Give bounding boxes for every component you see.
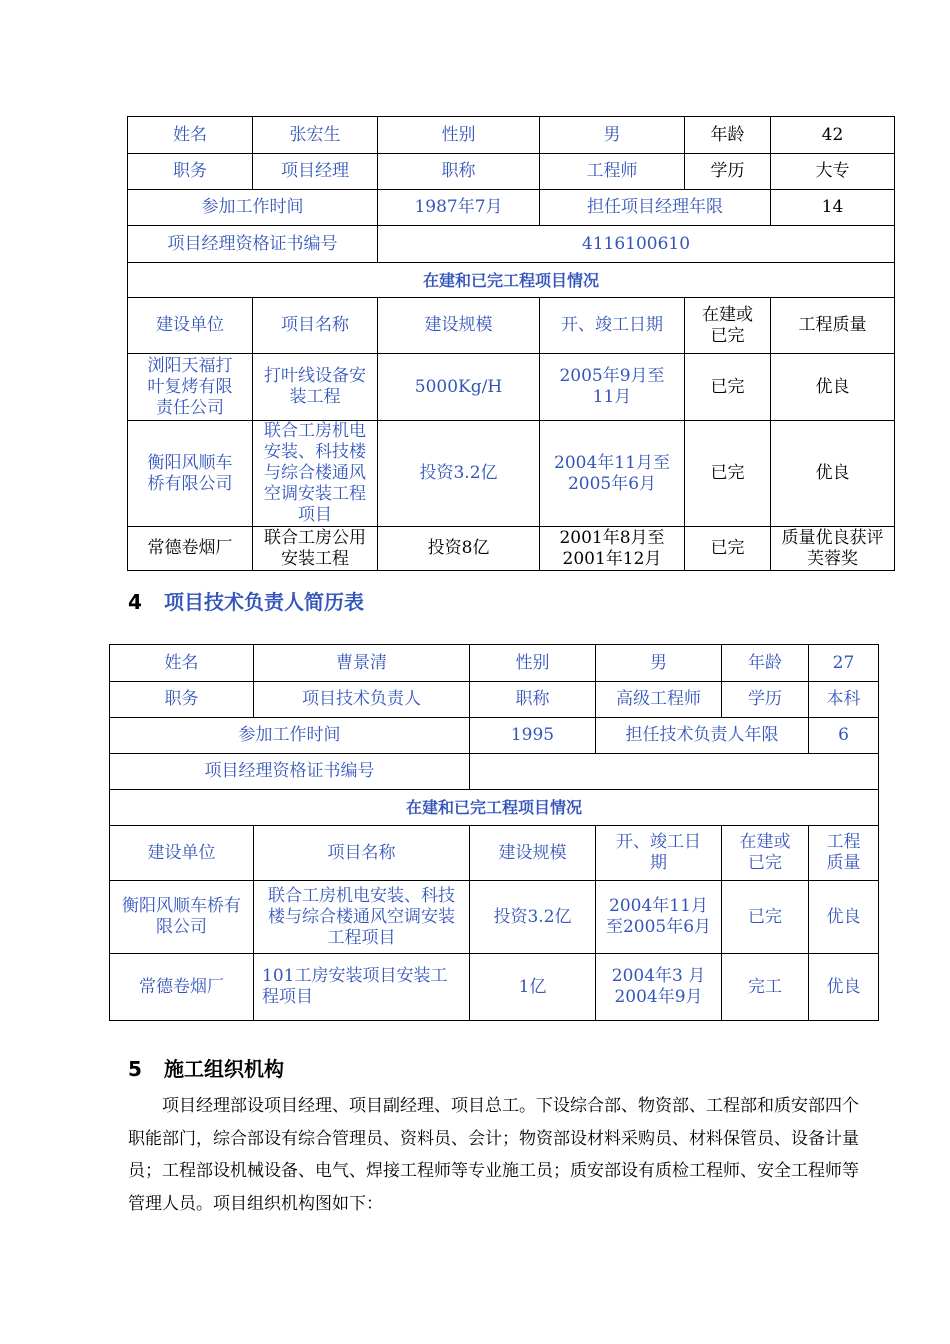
cert-value: 4116100610 [378, 226, 895, 263]
position-label: 职务 [110, 682, 254, 718]
table-cell-project: 联合工房机电安装、科技楼与综合楼通风空调安装工程项目 [253, 421, 378, 527]
cert-label: 项目经理资格证书编号 [110, 754, 470, 790]
column-header: 开、竣工日期 [540, 298, 685, 354]
name-label: 姓名 [128, 117, 253, 154]
table-cell-status: 已完 [685, 527, 771, 571]
table-cell-scale: 1亿 [470, 954, 596, 1021]
title-label: 职称 [378, 154, 540, 190]
table-cell-scale: 投资3.2亿 [470, 881, 596, 954]
table-cell-quality: 优良 [809, 881, 879, 954]
body-paragraph: 项目经理部设项目经理、项目副经理、项目总工。下设综合部、物资部、工程部和质安部四个职能部门，综合部设有综合管理员、资料员、会计；物资部设材料采购员、材料保管员、设备计量员；工程部设机械设备、电气、焊接工程师等专业施工员；质安部设有质检工程师、安全工程师等管理人员。项目组织机构图如下： [128, 1096, 859, 1214]
table-cell-dates: 2004年11月至2005年6月 [540, 421, 685, 527]
gender-label: 性别 [378, 117, 540, 154]
table-cell-scale: 投资3.2亿 [378, 421, 540, 527]
table-cell-unit: 常德卷烟厂 [110, 954, 254, 1021]
section-5-heading [128, 1053, 284, 1082]
column-header: 建设单位 [128, 298, 253, 354]
column-header: 工程质量 [809, 826, 879, 881]
column-header: 项目名称 [254, 826, 470, 881]
pm-years-label: 担任项目经理年限 [540, 190, 771, 226]
title-value: 高级工程师 [596, 682, 722, 718]
age-label: 年龄 [722, 645, 809, 682]
project-manager-table [127, 116, 895, 571]
table-cell-unit: 衡阳风顺车桥有限公司 [128, 421, 253, 527]
table-cell-unit: 浏阳天福打叶复烤有限责任公司 [128, 354, 253, 421]
table-cell-quality: 优良 [771, 421, 895, 527]
cert-value [470, 754, 879, 790]
section-number: 4 [128, 590, 142, 614]
table-cell-unit: 常德卷烟厂 [128, 527, 253, 571]
column-header: 建设规模 [470, 826, 596, 881]
table-cell-dates: 2005年9月至11月 [540, 354, 685, 421]
work-start-label: 参加工作时间 [110, 718, 470, 754]
table-cell-dates: 2004年11月至2005年6月 [596, 881, 722, 954]
table-cell-status: 已完 [722, 881, 809, 954]
age-value: 42 [771, 117, 895, 154]
section-number: 5 [128, 1057, 142, 1081]
table-cell-quality: 优良 [771, 354, 895, 421]
work-start-value: 1987年7月 [378, 190, 540, 226]
tech-years-label: 担任技术负责人年限 [596, 718, 809, 754]
pm-years-value: 14 [771, 190, 895, 226]
tech-years-value: 6 [809, 718, 879, 754]
name-value: 曹景清 [254, 645, 470, 682]
position-value: 项目经理 [253, 154, 378, 190]
table-cell-quality: 优良 [809, 954, 879, 1021]
table-cell-project: 打叶线设备安装工程 [253, 354, 378, 421]
edu-value: 本科 [809, 682, 879, 718]
position-label: 职务 [128, 154, 253, 190]
section-title: 在建和已完工程项目情况 [110, 790, 879, 826]
section-title: 在建和已完工程项目情况 [128, 263, 895, 298]
work-start-label: 参加工作时间 [128, 190, 378, 226]
table-cell-project: 联合工房公用安装工程 [253, 527, 378, 571]
edu-label: 学历 [722, 682, 809, 718]
section-title: 施工组织机构 [164, 1057, 284, 1081]
column-header: 建设规模 [378, 298, 540, 354]
name-value: 张宏生 [253, 117, 378, 154]
table-cell-status: 完工 [722, 954, 809, 1021]
name-label: 姓名 [110, 645, 254, 682]
position-value: 项目技术负责人 [254, 682, 470, 718]
table-cell-project: 101工房安装项目安装工程项目 [254, 954, 470, 1021]
column-header: 项目名称 [253, 298, 378, 354]
edu-label: 学历 [685, 154, 771, 190]
cert-label: 项目经理资格证书编号 [128, 226, 378, 263]
section-4-heading [128, 586, 364, 615]
column-header: 在建或已完 [685, 298, 771, 354]
table-cell-status: 已完 [685, 421, 771, 527]
title-value: 工程师 [540, 154, 685, 190]
column-header: 开、竣工日期 [596, 826, 722, 881]
table-cell-status: 已完 [685, 354, 771, 421]
table-cell-quality: 质量优良获评芙蓉奖 [771, 527, 895, 571]
table-cell-scale: 5000Kg/H [378, 354, 540, 421]
gender-label: 性别 [470, 645, 596, 682]
title-label: 职称 [470, 682, 596, 718]
age-value: 27 [809, 645, 879, 682]
column-header: 建设单位 [110, 826, 254, 881]
tech-lead-table [109, 644, 879, 1021]
age-label: 年龄 [685, 117, 771, 154]
table-cell-dates: 2004年3 月2004年9月 [596, 954, 722, 1021]
work-start-value: 1995 [470, 718, 596, 754]
column-header: 在建或已完 [722, 826, 809, 881]
table-cell-project: 联合工房机电安装、科技楼与综合楼通风空调安装工程项目 [254, 881, 470, 954]
column-header: 工程质量 [771, 298, 895, 354]
gender-value: 男 [596, 645, 722, 682]
edu-value: 大专 [771, 154, 895, 190]
section-title: 项目技术负责人简历表 [164, 590, 364, 614]
table-cell-unit: 衡阳风顺车桥有限公司 [110, 881, 254, 954]
table-cell-dates: 2001年8月至2001年12月 [540, 527, 685, 571]
table-cell-scale: 投资8亿 [378, 527, 540, 571]
gender-value: 男 [540, 117, 685, 154]
